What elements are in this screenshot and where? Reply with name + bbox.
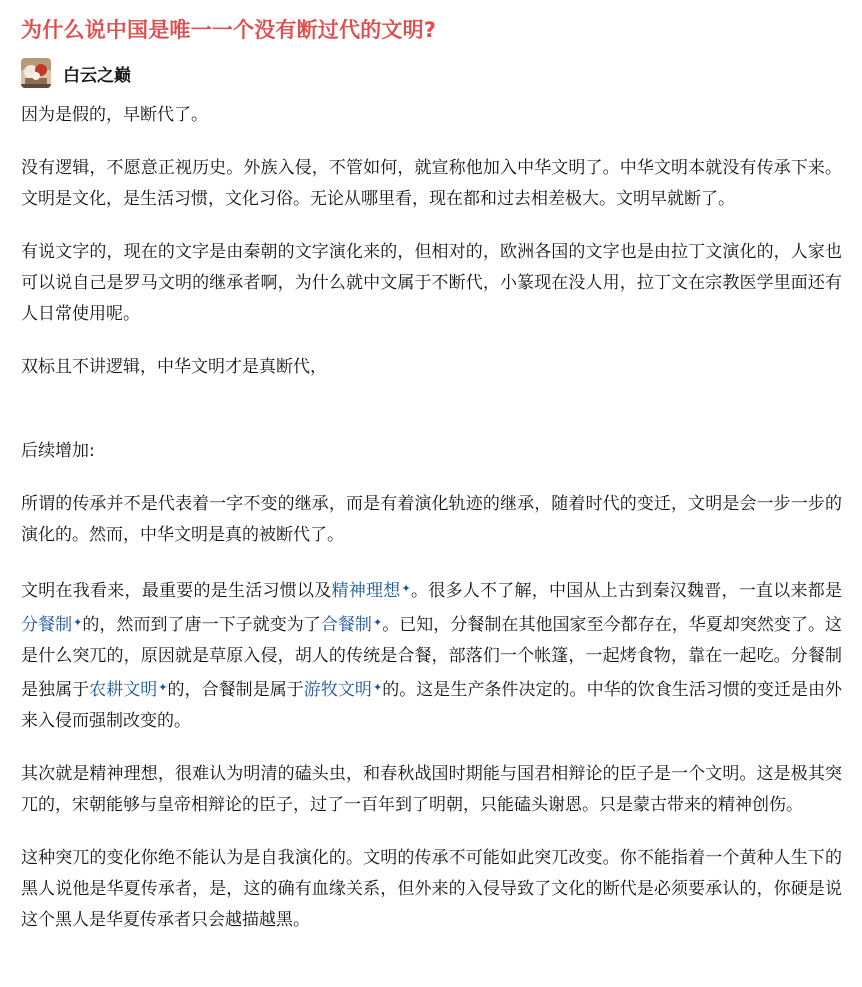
answer-paragraph-7: [21, 573, 842, 737]
link-fencanzhi[interactable]: [21, 615, 82, 635]
link-text: 精神理想: [331, 581, 401, 601]
sparkle-icon: ✦: [372, 616, 383, 629]
text-segment: 的。这是生产条件决定的。中华的饮食生活习惯的变迁是由外来入侵而强制改变的。: [21, 680, 843, 731]
avatar-image[interactable]: [21, 58, 51, 88]
question-title[interactable]: 为什么说中国是唯一一个没有断过代的文明?: [21, 18, 437, 42]
answer-paragraph-2: 没有逻辑，不愿意正视历史。外族入侵，不管如何，就宣称他加入中华文明了。中华文明本就没有传承下来。文明是文化，是生活习惯，文化习俗。无论从哪里看，现在都和过去相差极大。文明早就断了。: [21, 158, 842, 209]
link-nonggeng-wenming[interactable]: [89, 680, 167, 700]
link-jingshen-lixiang[interactable]: [332, 581, 411, 601]
text-segment: 文明在我看来，最重要的是生活习惯以及: [21, 581, 332, 601]
avatar-picture-icon: [21, 58, 51, 88]
sparkle-icon: ✦: [158, 681, 168, 694]
text-segment: 。很多人不了解，中国从上古到秦汉魏晋，一直以来都是: [410, 581, 843, 601]
answer-paragraph-9: 这种突兀的变化你绝不能认为是自我演化的。文明的传承不可能如此突兀改变。你不能指着一个黄种人生下的黑人说他是华夏传承者，是，这的确有血缘关系，但外来的入侵导致了文化的断代是必须要承认的，你硬是说这个黑人是华夏传承者只会越描越黑。: [21, 848, 842, 930]
text-segment: 的，然而到了唐一下子就变为了: [82, 615, 321, 635]
link-text: 游牧文明: [303, 680, 372, 700]
answer-paragraph-6: 所谓的传承并不是代表着一字不变的继承，而是有着演化轨迹的继承，随着时代的变迁，文明是会一步一步的演化的。然而，中华文明是真的被断代了。: [21, 494, 842, 545]
link-text: 合餐制: [320, 615, 372, 635]
answer-paragraph-8: 其次就是精神理想，很难认为明清的磕头虫，和春秋战国时期能与国君相辩论的臣子是一个文明。这是极其突兀的，宋朝能够与皇帝相辩论的臣子，过了一百年到了明朝，只能磕头谢恩。只是蒙古带来的精神创伤。: [21, 764, 842, 815]
author-info: [21, 57, 842, 89]
sparkle-icon: ✦: [73, 616, 83, 629]
text-segment: 的，合餐制是属于: [167, 680, 304, 700]
answer-paragraph-5: 后续增加:: [21, 441, 95, 461]
sparkle-icon: ✦: [401, 582, 411, 595]
sparkle-icon: ✦: [372, 681, 383, 694]
answer-paragraph-1: 因为是假的，早断代了。: [21, 105, 208, 125]
link-youmu-wenming[interactable]: [304, 680, 382, 700]
link-text: 分餐制: [21, 615, 73, 635]
link-text: 农耕文明: [89, 680, 158, 700]
author-name[interactable]: 白云之巅: [63, 65, 131, 86]
text-segment: 。已知，分餐制在其他国家至今都存在，华夏却突然变了。这是什么突兀的，原因就是草原入侵，胡人的传统是合餐，部落们一个帐篷，一起烤食物，靠在一起吃。分餐制是独属于: [21, 615, 843, 700]
link-hecanzhi[interactable]: [321, 615, 382, 635]
answer-paragraph-4: 双标且不讲逻辑，中华文明才是真断代，: [21, 357, 327, 377]
answer-paragraph-3: 有说文字的，现在的文字是由秦朝的文字演化来的，但相对的，欧洲各国的文字也是由拉丁文演化的，人家也可以说自己是罗马文明的继承者啊，为什么就中文属于不断代，小篆现在没人用，拉丁文在宗教医学里面还有人日常使用呢。: [21, 242, 842, 324]
